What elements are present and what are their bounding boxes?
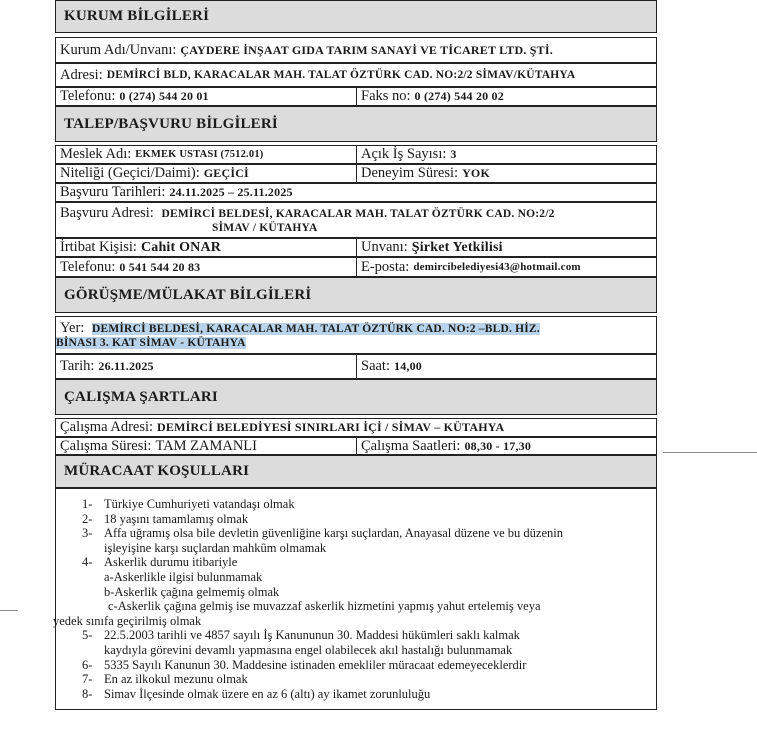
faks-cell: [356, 88, 656, 105]
field-label: Saat:: [361, 358, 390, 374]
section-title: GÖRÜŞME/MÜLAKAT BİLGİLERİ: [64, 286, 312, 303]
field-value: DEMİRCİ BELDESİ, KARACALAR MAH. TALAT ÖZTÜRK CAD. NO:2 –BLD. HİZ.: [91, 323, 540, 335]
scan-artifact: [0, 610, 18, 611]
field-label: Kurum Adı/Unvanı:: [60, 41, 177, 58]
list-item-continuation: yedek sınıfa geçirilmiş olmak: [53, 613, 202, 628]
field-label: Başvuru Tarihleri:: [60, 184, 166, 200]
field-label: Unvanı:: [361, 239, 408, 255]
adres-line-1: [60, 205, 555, 222]
field-label: Yer:: [60, 320, 85, 336]
gorusme-tarih-row: [55, 354, 657, 379]
list-item-continuation: işleyişine karşı suçlardan mahkûm olmamak: [104, 540, 327, 555]
field-value: 14,00: [394, 359, 422, 373]
field-value: DEMİRCİ BLD, KARACALAR MAH. TALAT ÖZTÜRK CAD. NO:2/2 SİMAV/KÜTAHYA: [106, 69, 576, 81]
field-value: GEÇİCİ: [203, 166, 249, 180]
scan-artifact: [663, 452, 757, 453]
yer-line-1: [60, 320, 540, 337]
list-item: 1- Türkiye Cumhuriyeti vatandaşı olmak: [82, 497, 295, 511]
list-subitem: b-Askerlik çağına gelmemiş olmak: [104, 584, 280, 599]
field-value: TAM ZAMANLI: [155, 438, 257, 454]
field-value: Şirket Yetkilisi: [411, 239, 503, 255]
field-label: Tarih:: [60, 358, 95, 374]
section-header-gorusme: [55, 277, 657, 313]
field-value: 3: [450, 147, 457, 161]
yer-line-2: BİNASI 3. KAT SİMAV - KÜTAHYA: [56, 337, 246, 349]
field-value: ÇAYDERE İNŞAAT GIDA TARIM SANAYİ VE TİCARET LTD. ŞTİ.: [180, 42, 553, 57]
list-item: 6- 5335 Sayılı Kanunun 30. Maddesine istinaden emekliler müracaat edemeyeceklerdir: [82, 657, 527, 672]
field-label: Meslek Adı:: [60, 146, 132, 162]
field-value: 0 (274) 544 20 02: [414, 89, 504, 103]
section-header-kurum: [55, 0, 657, 33]
talep-tarih-row: [55, 183, 657, 202]
gorusme-yer-row: [55, 316, 657, 354]
field-label: Adresi:: [60, 66, 103, 83]
field-value: YOK: [462, 166, 490, 180]
field-value: 26.11.2025: [98, 359, 154, 373]
kurum-telefon-row: [55, 87, 657, 106]
talep-nitelik-row: [55, 164, 657, 183]
field-value: 08,30 - 17,30: [464, 438, 532, 453]
field-label: Deneyim Süresi:: [361, 165, 459, 181]
field-label: Telefonu:: [60, 88, 116, 104]
field-value: 0 (274) 544 20 01: [119, 89, 209, 103]
field-value: 0 541 544 20 83: [119, 259, 201, 274]
list-item: 4- Askerlik durumu itibariyle: [82, 555, 238, 570]
talep-meslek-row: [55, 145, 657, 164]
unvan-cell: [356, 239, 656, 256]
nitelik-cell: [56, 165, 356, 182]
field-label: Çalışma Saatleri:: [361, 438, 461, 454]
field-label: Niteliği (Geçici/Daimi):: [60, 165, 200, 181]
meslek-cell: [56, 146, 356, 163]
eposta-cell: [356, 258, 656, 276]
telefon-cell: [56, 88, 356, 105]
talep-adres-row: [55, 202, 657, 238]
field-label: Telefonu:: [60, 258, 116, 275]
calisma-adres-row: [55, 418, 657, 437]
section-header-muracaat: [55, 455, 657, 488]
section-header-calisma: [55, 379, 657, 415]
list-item: 2- 18 yaşını tamamlamış olmak: [82, 511, 249, 526]
field-label: Çalışma Süresi:: [60, 438, 152, 454]
talep-irtibat-row: [55, 238, 657, 257]
field-value: DEMİRCİ BELEDİYESİ SINIRLARI İÇİ / SİMAV – KÜTAHYA: [157, 420, 505, 434]
irtibat-cell: [56, 239, 356, 256]
adres-line-2: SİMAV / KÜTAHYA: [212, 222, 318, 234]
section-title: MÜRACAAT KOŞULLARI: [64, 463, 250, 479]
field-label: İrtibat Kişisi:: [60, 239, 137, 255]
field-label: Faks no:: [361, 88, 411, 104]
list-item: 3- Affa uğramış olsa bile devletin güvenliğine karşı suçlardan, Anayasal düzene ve bu düzenin: [82, 526, 564, 541]
deneyim-cell: [356, 165, 656, 182]
talep-telefon-row: [55, 257, 657, 277]
section-title: TALEP/BAŞVURU BİLGİLERİ: [64, 115, 278, 132]
list-subitem: c-Askerlik çağına gelmiş ise muvazzaf askerlik hizmetini yapmış yahut ertelemiş veya: [108, 599, 541, 614]
field-value: 24.11.2025 – 25.11.2025: [169, 185, 293, 199]
list-item-continuation: kaydıyla görevini devamlı yapmasına engel olabilecek akıl hastalığı bulunmamak: [104, 643, 513, 657]
list-item: 5- 22.5.2003 tarihli ve 4857 sayılı İş Kanununun 30. Maddesi hükümleri saklı kalmak: [82, 628, 520, 643]
section-title: ÇALIŞMA ŞARTLARI: [64, 388, 218, 405]
field-label: Açık İş Sayısı:: [361, 146, 447, 162]
list-subitem: a-Askerlikle ilgisi bulunmamak: [104, 570, 263, 584]
list-item: 7- En az ilkokul mezunu olmak: [82, 672, 248, 687]
document: [55, 0, 659, 740]
section-header-talep: [55, 106, 657, 142]
field-label: Çalışma Adresi:: [60, 419, 154, 435]
saat-cell: [356, 355, 656, 378]
conditions-list: [55, 488, 657, 710]
kurum-adres-row: [55, 63, 657, 87]
field-value: demircibelediyesi43@hotmail.com: [413, 261, 581, 273]
field-value: EKMEK USTASI (7512.01): [135, 149, 264, 160]
acik-is-cell: [356, 146, 656, 163]
sure-cell: [56, 438, 356, 454]
calisma-sure-row: [55, 437, 657, 455]
telefon-cell: [56, 258, 356, 276]
list-item: 8- Simav İlçesinde olmak üzere en az 6 (altı) ay ikamet zorunluluğu: [82, 686, 431, 701]
tarih-cell: [56, 355, 356, 378]
field-label: E-posta:: [361, 258, 410, 275]
calisma-saat-cell: [356, 438, 656, 454]
section-title: KURUM BİLGİLERİ: [64, 8, 210, 24]
field-label: Başvuru Adresi:: [60, 205, 154, 221]
field-value: Cahit ONAR: [140, 239, 222, 255]
field-value: DEMİRCİ BELDESİ, KARACALAR MAH. TALAT ÖZTÜRK CAD. NO:2/2: [161, 208, 555, 220]
kurum-ad-row: [55, 37, 657, 63]
